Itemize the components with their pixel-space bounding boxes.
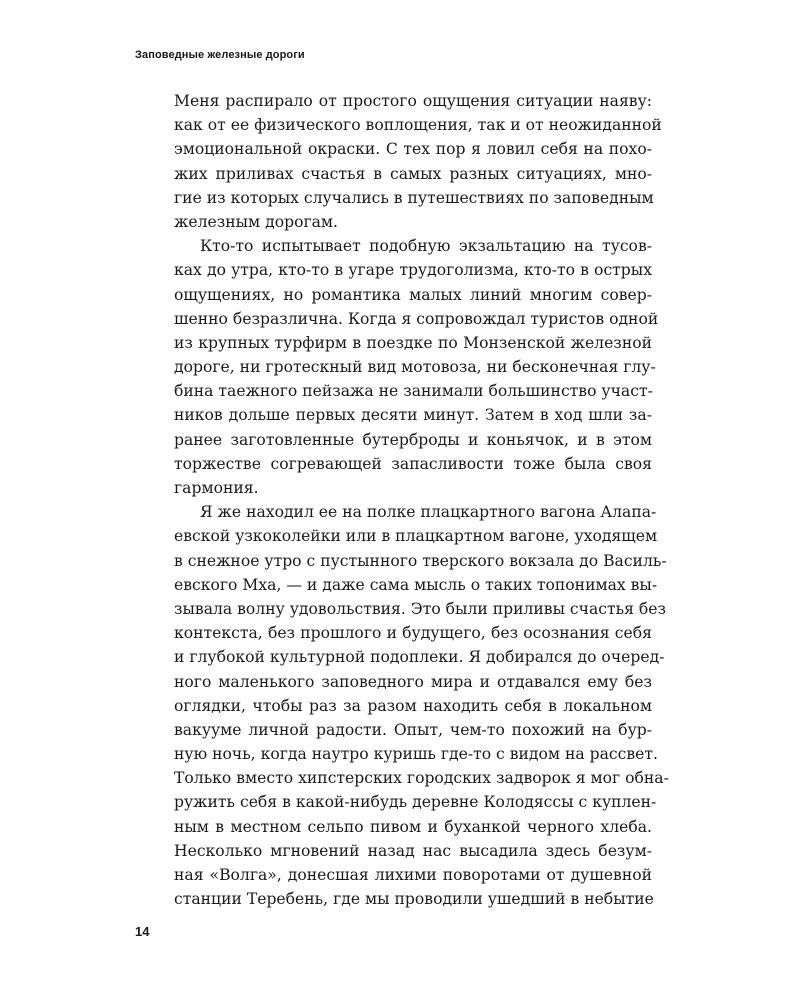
paragraph: [174, 89, 662, 234]
text-line: гармония.: [174, 479, 259, 497]
text-line: дороге, ни гротескный вид мотовоза, ни бесконечная глу-: [174, 358, 656, 377]
text-line: Кто-то испытывает подобную экзальтацию на тусов-: [200, 237, 652, 256]
text-line: евского Мха, — и даже сама мысль о таких топонимах вы-: [174, 575, 658, 594]
paragraph: [174, 234, 659, 500]
text-line: ках до утра, кто-то в угаре трудоголизма, кто-то в острых: [174, 261, 652, 280]
page-number: 14: [135, 924, 150, 939]
text-line: гие из которых случались в путешествиях по заповедным: [174, 188, 654, 207]
text-line: ным в местном сельпо пивом и буханкой черного хлеба.: [174, 817, 652, 836]
text-line: зывала волну удовольствия. Это были приливы счастья без: [174, 599, 667, 618]
text-line: эмоциональной окраски. С тех пор я ловил себя на похо-: [174, 140, 652, 159]
text-line: торжестве согревающей запасливости тоже была своя: [174, 454, 652, 473]
text-line: ружить себя в какой-нибудь деревне Колодяссы с куплен-: [174, 793, 657, 812]
paragraph: [174, 500, 669, 911]
body-text: [174, 89, 669, 911]
text-line: и глубокой культурной подоплеки. Я добирался до очеред-: [174, 648, 665, 667]
text-line: контекста, без прошлого и будущего, без осознания себя: [174, 624, 652, 643]
text-line: вакууме личной радости. Опыт, чем-то похожий на бур-: [174, 720, 652, 739]
text-line: железным дорогам.: [174, 212, 339, 231]
text-line: шенно безразлична. Когда я сопровождал туристов одной: [174, 309, 659, 328]
text-line: ную ночь, когда наутро куришь где-то с видом на рассвет.: [174, 745, 658, 764]
text-line: Меня распирало от простого ощущения ситуации наяву:: [174, 92, 652, 110]
text-line: ного маленького заповедного мира и отдавался ему без: [174, 672, 652, 691]
text-line: оглядки, чтобы раз за разом находить себя в локальном: [174, 696, 652, 715]
text-line: Только вместо хипстерских городских задворок я мог обна-: [174, 769, 669, 788]
text-line: евской узкоколейки или в плацкартном вагоне, уходящем: [174, 527, 658, 546]
text-line: ощущениях, но романтика малых линий многим совер-: [174, 285, 652, 304]
text-line: как от ее физического воплощения, так и от неожиданной: [174, 116, 662, 135]
running-head: Заповедные железные дороги: [135, 49, 305, 61]
text-line: Я же находил ее на полке плацкартного вагона Алапа-: [200, 503, 657, 522]
text-line: ников дольше первых десяти минут. Затем в ход шли за-: [174, 406, 652, 425]
text-line: ранее заготовленные бутерброды и коньячок, и в этом: [174, 430, 652, 449]
text-line: из крупных турфирм в поездке по Монзенской железной: [174, 333, 652, 352]
text-line: бина таежного пейзажа не занимали большинство участ-: [174, 382, 653, 401]
text-line: в снежное утро с пустынного тверского вокзала до Василь-: [174, 551, 667, 570]
text-line: ная «Волга», донесшая лихими поворотами от душевной: [174, 866, 652, 884]
text-line: станции Теребень, где мы проводили ушедший в небытие: [174, 890, 654, 909]
text-line: Несколько мгновений назад нас высадила здесь безум-: [174, 841, 652, 860]
text-line: жих приливах счастья в самых разных ситуациях, мно-: [174, 164, 652, 183]
